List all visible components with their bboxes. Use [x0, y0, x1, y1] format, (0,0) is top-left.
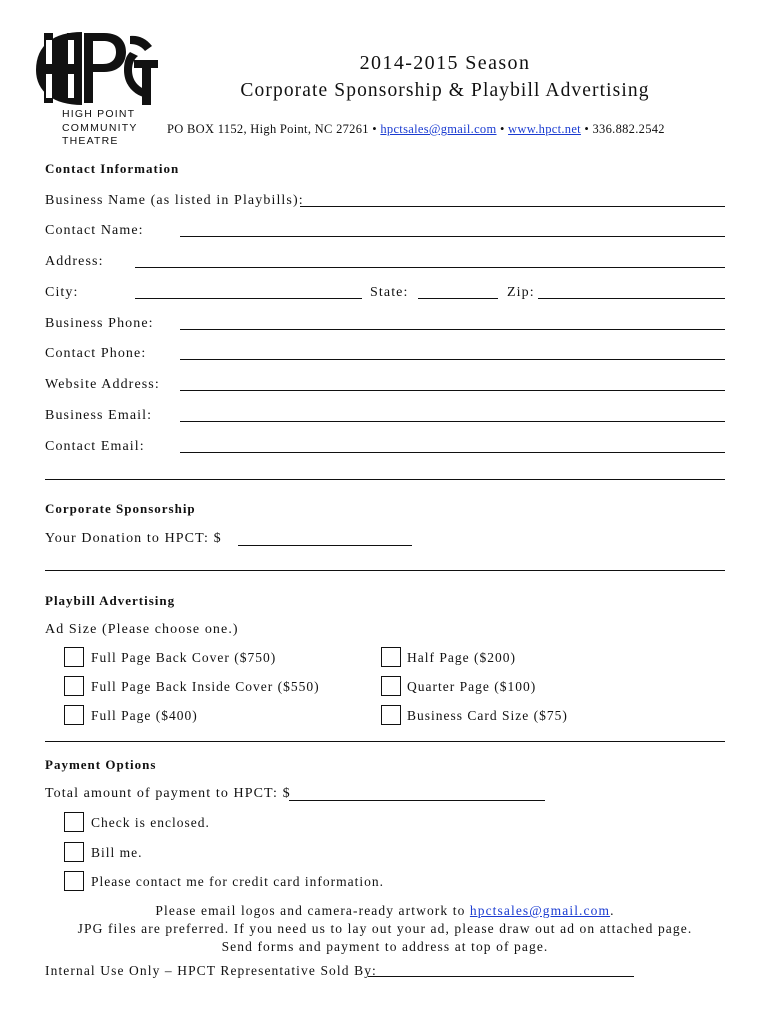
email-link[interactable]: hpctsales@gmail.com — [380, 122, 497, 136]
payment-option-label: Please contact me for credit card information. — [91, 874, 385, 889]
bill-me-checkbox[interactable] — [64, 842, 84, 862]
total-payment-label: Total amount of payment to HPCT: $ — [45, 786, 291, 801]
season-title: 2014-2015 Season — [359, 52, 531, 74]
address-field[interactable] — [135, 267, 725, 268]
ad-full-back-cover-checkbox[interactable] — [64, 647, 84, 667]
website-link[interactable]: www.hpct.net — [508, 122, 581, 136]
ad-full-page-checkbox[interactable] — [64, 705, 84, 725]
footer-instructions-1 — [45, 903, 725, 919]
donation-label: Your Donation to HPCT: $ — [45, 531, 222, 546]
total-payment-field[interactable] — [289, 800, 545, 801]
form-subtitle: Corporate Sponsorship & Playbill Advertising — [240, 80, 650, 101]
logo-text — [62, 108, 162, 149]
footer-email-link[interactable]: hpctsales@gmail.com — [469, 903, 611, 918]
footer-instructions-2: JPG files are preferred. If you need us to lay out your ad, please draw out ad on attached page. — [77, 921, 693, 936]
contact-name-label: Contact Name: — [45, 223, 144, 238]
sponsorship-section-title: Corporate Sponsorship — [45, 501, 196, 516]
section-divider — [45, 479, 725, 480]
business-phone-field[interactable] — [180, 329, 725, 330]
business-phone-label: Business Phone: — [45, 316, 154, 331]
ad-full-back-inside-cover-checkbox[interactable] — [64, 676, 84, 696]
donation-field[interactable] — [238, 545, 412, 546]
business-email-label: Business Email: — [45, 408, 153, 423]
state-field[interactable] — [418, 298, 498, 299]
footer-instructions-3: Send forms and payment to address at top of page. — [221, 939, 549, 954]
business-email-field[interactable] — [180, 421, 725, 422]
ad-option-label: Full Page Back Cover ($750) — [91, 650, 277, 665]
contact-email-field[interactable] — [180, 452, 725, 453]
contact-address-line — [167, 122, 665, 137]
section-divider — [45, 570, 725, 571]
credit-card-checkbox[interactable] — [64, 871, 84, 891]
logo-line: THEATRE — [62, 135, 119, 147]
footer-text: . — [610, 903, 615, 918]
contact-section-title: Contact Information — [45, 161, 180, 176]
business-name-label: Business Name (as listed in Playbills): — [45, 193, 304, 208]
sold-by-field[interactable] — [368, 976, 634, 977]
ad-option-label: Full Page ($400) — [91, 708, 198, 723]
city-label: City: — [45, 285, 79, 300]
website-label: Website Address: — [45, 377, 160, 392]
business-name-field[interactable] — [300, 206, 725, 207]
website-field[interactable] — [180, 390, 725, 391]
contact-name-field[interactable] — [180, 236, 725, 237]
contact-email-label: Contact Email: — [45, 439, 145, 454]
ad-half-page-checkbox[interactable] — [381, 647, 401, 667]
logo-line: HIGH POINT — [62, 108, 136, 120]
ad-option-label: Full Page Back Inside Cover ($550) — [91, 679, 320, 694]
contact-phone-field[interactable] — [180, 359, 725, 360]
contact-phone-label: Contact Phone: — [45, 346, 147, 361]
ad-option-label: Quarter Page ($100) — [407, 679, 537, 694]
separator: • — [496, 122, 509, 136]
footer-text: Please email logos and camera-ready artwork to — [155, 903, 470, 918]
zip-label: Zip: — [507, 285, 535, 300]
address-text: PO BOX 1152, High Point, NC 27261 • — [167, 122, 381, 136]
section-divider — [45, 741, 725, 742]
state-label: State: — [370, 285, 409, 300]
city-field[interactable] — [135, 298, 362, 299]
internal-use-label: Internal Use Only – HPCT Representative Sold By: — [45, 963, 377, 978]
payment-section-title: Payment Options — [45, 757, 157, 772]
ad-business-card-checkbox[interactable] — [381, 705, 401, 725]
ad-option-label: Half Page ($200) — [407, 650, 516, 665]
logo-line: COMMUNITY — [62, 121, 138, 134]
ad-option-label: Business Card Size ($75) — [407, 708, 568, 723]
payment-option-label: Check is enclosed. — [91, 815, 210, 830]
ad-size-label: Ad Size (Please choose one.) — [45, 622, 239, 637]
address-label: Address: — [45, 254, 104, 269]
payment-option-label: Bill me. — [91, 845, 143, 860]
zip-field[interactable] — [538, 298, 725, 299]
phone-text: • 336.882.2542 — [580, 122, 665, 136]
ad-quarter-page-checkbox[interactable] — [381, 676, 401, 696]
advertising-section-title: Playbill Advertising — [45, 593, 176, 608]
check-enclosed-checkbox[interactable] — [64, 812, 84, 832]
